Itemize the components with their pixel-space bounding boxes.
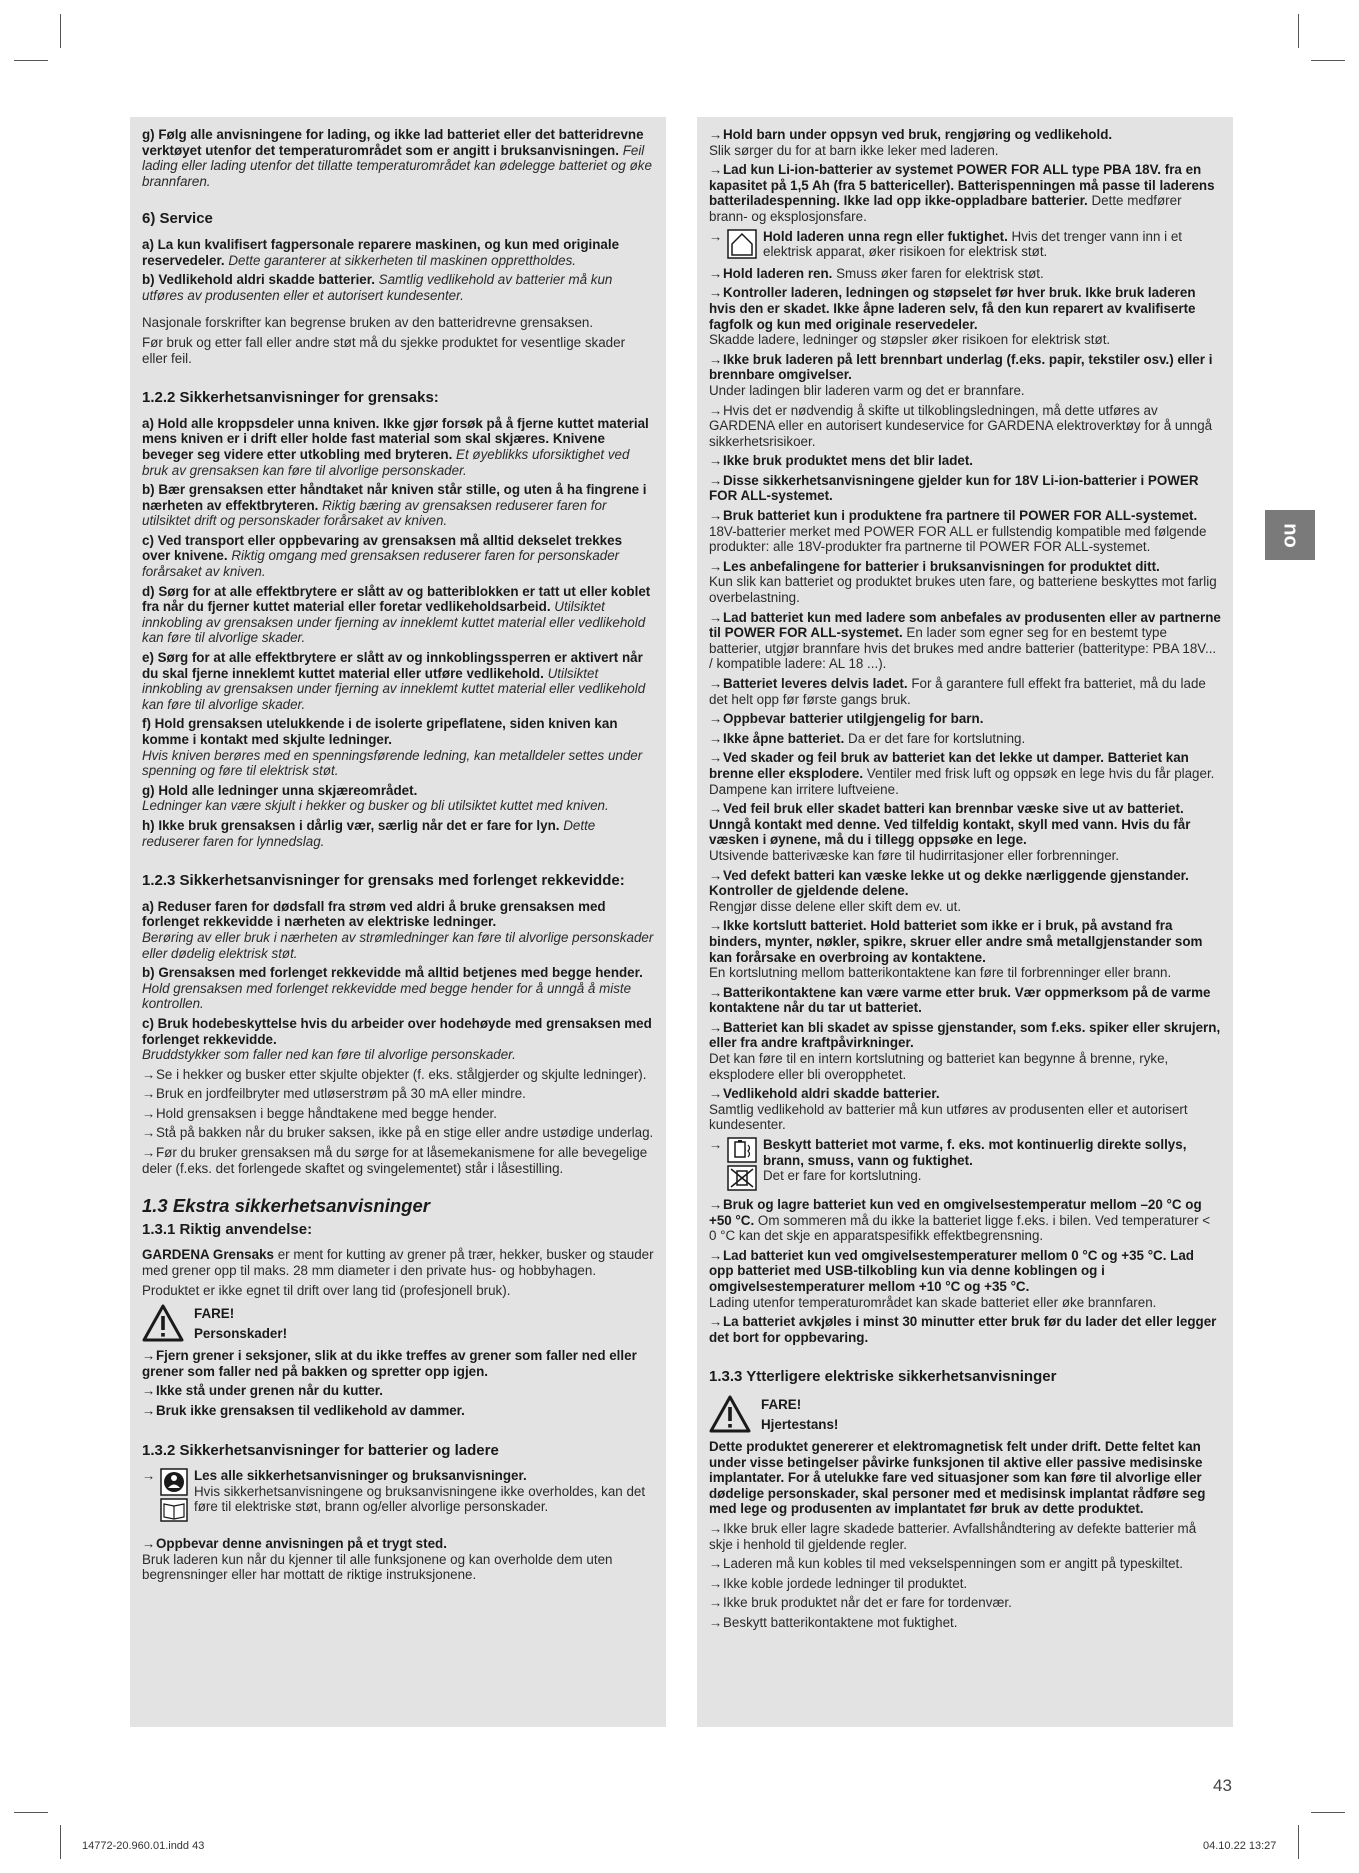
s122-a: a) Hold alle kroppsdeler unna kniven. Ikke gjør forsøk på å fjerne kuttet material mens kniven er i drift eller holde fast material som skal skjæres. Knivene beveger seg videre etter utkobling med bryteren. Et øyeblikks uforsiktighet ved bruk av grensaksen kan føre til alvorlige personskader. [142, 415, 649, 478]
danger-title: FARE! [761, 1396, 802, 1412]
heading-1-3-2: 1.3.2 Sikkerhetsanvisninger for batterier og ladere [142, 1441, 499, 1459]
heading-1-3-1: 1.3.1 Riktig anvendelse: [142, 1220, 313, 1238]
list-item: →Lad batteriet kun ved omgivelsestemperaturer mellom 0 °C og +35 °C. Lad opp batteriet med USB-tilkobling kun via denne koblingen og i omgivelsestemperaturer mellom +10 °C og +35 °C. Lading utenfor temperaturområdet kan skade batteriet eller øke brannfaren. [709, 1247, 1194, 1310]
danger-subtitle: Personskader! [194, 1326, 288, 1342]
list-item: → Beskytt batteriet mot varme, f. eks. mot kontinuerlig direkte sollys, brann, smuss, vann og fuktighet. Det er fare for kortslutning. [709, 1137, 1221, 1191]
warning-triangle-icon [709, 1395, 751, 1433]
list-item: →Ikke bruk produktet mens det blir ladet. [709, 453, 974, 469]
list-item: →Ved feil bruk eller skadet batteri kan brennbar væske sive ut av batteriet. Unngå kontakt med denne. Ved tilfeldig kontakt, skyll med vann. Hvis du får væsken i øynene, må du i tillegg oppsøke en lege. Utsivende batterivæske kan føre til hudirritasjoner eller forbrenninger. [709, 801, 1191, 863]
list-item: →Bruk en jordfeilbryter med utløserstrøm på 30 mA eller mindre. [142, 1086, 526, 1102]
open-book-icon [160, 1498, 188, 1522]
s122-h: h) Ikke bruk grensaksen i dårlig vær, særlig når det er fare for lyn. Dette reduserer faren for lynnedslag. [142, 817, 596, 849]
warning-triangle-icon [142, 1304, 184, 1342]
crop-mark [1311, 1812, 1345, 1813]
read-manual-person-icon [160, 1468, 188, 1496]
paragraph-g-charging: g) Følg alle anvisningene for lading, og ikke lad batteriet eller det batteridrevne verktøyet utenfor det temperaturområdet som er angitt i bruksanvisningen. Feil lading eller lading utenfor det tillatte temperaturområdet kan ødelegge batteriet og øke brannfaren. [142, 127, 652, 189]
list-item: →Ved defekt batteri kan væske lekke ut og dekke nærliggende gjenstander. Kontroller de gjeldende delene. Rengjør disse delene eller skift dem ev. ut. [709, 867, 1189, 914]
s122-e: e) Sørg for at alle effektbrytere er slått av og innkoblingssperren er aktivert når du skal fjerne inneklemt kuttet material eller utføre vedlikehold. Utilsiktet innkobling av grensaksen under fjerning av inneklemt kuttet material eller vedlikehold kan føre til alvorlige skader. [142, 650, 646, 712]
list-item: →Lad batteriet kun med ladere som anbefales av produsenten eller av partnerne til POWER FOR ALL-systemet. En lader som egner seg for en bestemt type batterier, utgjør brannfare hvis det brukes med andre batterier (batteritype: PBA 18V... / kompatible ladere: AL 18 ...). [709, 609, 1221, 672]
heading-1-2-3: 1.2.3 Sikkerhetsanvisninger for grensaks med forlenget rekkevidde: [142, 872, 625, 890]
footer-timestamp: 04.10.22 13:27 [1203, 1840, 1277, 1852]
s122-f: f) Hold grensaksen utelukkende i de isolerte gripeflatene, siden kniven kan komme i kontakt med skjulte ledninger. Hvis kniven berøres med en spenningsførende ledning, kan metalldeler settes under spenning og føre til elektrisk støt. [142, 716, 643, 779]
danger-warning [142, 1304, 654, 1344]
s123-c: c) Bruk hodebeskyttelse hvis du arbeider over hodehøyde med grensaksen med forlenget rekkevidde. Bruddstykker som faller ned kan føre til alvorlige personskader. [142, 1015, 652, 1063]
service-a: a) La kun kvalifisert fagpersonale reparere maskinen, og kun med originale reservedeler. Dette garanterer at sikkerheten til maskinen opprettholdes. [142, 236, 620, 268]
list-item: →Stå på bakken når du bruker saksen, ikke på en stige eller andre ustødige underlag. [142, 1125, 654, 1141]
list-item: →Ikke koble jordede ledninger til produktet. [709, 1575, 968, 1591]
intended-use-note: Produktet er ikke egnet til drift over lang tid (profesjonell bruk). [142, 1282, 511, 1298]
list-item: →Batteriet kan bli skadet av spisse gjenstander, som f.eks. spiker eller skrujern, eller fra andre kraftpåvirkninger. Det kan føre til en intern kortslutning og batteriet kan begynne å brenne, ryke, eksplodere eller bli overopphetet. [709, 1019, 1221, 1082]
s122-c: c) Ved transport eller oppbevaring av grensaksen må alltid dekselet trekkes over knivene. Riktig omgang med grensaksen reduserer faren for personskader forårsaket av kniven. [142, 532, 623, 580]
list-item: →Hvis det er nødvendig å skifte ut tilkoblingsledningen, må dette utføres av GARDENA eller en autorisert kundeservice for GARDENA elektroverktøy for å unngå sikkerhetsrisikoer. [709, 402, 1213, 449]
list-item: →Ikke bruk eller lagre skadede batterier. Avfallshåndtering av defekte batterier må skje i henhold til gjeldende regler. [709, 1520, 1197, 1552]
keep-instructions: →Oppbevar denne anvisningen på et trygt sted. Bruk laderen kun når du kjenner til alle funksjonene og kan overholde dem uten begrensninger eller har mottatt de riktige instruksjonene. [142, 1536, 613, 1583]
indoor-use-house-icon [727, 229, 757, 259]
list-item: →Ikke bruk laderen på lett brennbart underlag (f.eks. papir, tekstiler osv.) eller i brennbare omgivelser. Under ladingen blir laderen varm og det er brannfare. [709, 351, 1213, 398]
list-item: →Kontroller laderen, ledningen og støpselet før hver bruk. Ikke bruk laderen hvis den er skadet. Ikke åpne laderen selv, få den kun reparert av kvalifiserte fagfolk og kun med originale reservedeler. Skadde ladere, ledninger og støpsler øker risikoen for elektrisk støt. [709, 285, 1196, 348]
list-item: →Bruk batteriet kun i produktene fra partnere til POWER FOR ALL-systemet. 18V-batterier merket med POWER FOR ALL er fullstendig kompatible med følgende produkter: alle 18V-produkter fra partnerne til POWER FOR ALL-systemet. [709, 508, 1207, 555]
list-item: →Oppbevar batterier utilgjengelig for barn. [709, 711, 984, 727]
service-heading: 6) Service [142, 210, 213, 228]
language-tab: no [1265, 510, 1315, 560]
national-regulations: Nasjonale forskrifter kan begrense bruken av den batteridrevne grensaksen. [142, 315, 594, 331]
list-item: →Lad kun Li-ion-batterier av systemet POWER FOR ALL type PBA 18V. fra en kapasitet på 1,5 Ah (fra 5 battericeller). Batterispenningen må passe til laderens batteriladespenning. Ikke lad opp ikke-oppladbare batterier. Dette medfører brann- og eksplosjonsfare. [709, 162, 1215, 224]
page-number: 43 [1213, 1776, 1232, 1795]
crop-mark [1311, 60, 1345, 61]
list-item: → Hold laderen unna regn eller fuktighet. Hvis det trenger vann inn i et elektrisk apparat, øker risikoen for elektrisk støt. [709, 228, 1182, 260]
crop-mark [60, 1825, 61, 1859]
list-item: →Før du bruker grensaksen må du sørge for at låsemekanismene for alle bevegelige deler (f.eks. det forlengede skaftet og svingelementet) står i låsestilling. [142, 1145, 648, 1176]
crop-mark [60, 14, 61, 48]
danger-warning [709, 1395, 1221, 1435]
list-item: →Batterikontaktene kan være varme etter bruk. Vær oppmerksom på de varme kontaktene når du tar ut batteriet. [709, 984, 1211, 1016]
crop-mark [14, 60, 48, 61]
heading-1-3: 1.3 Ekstra sikkerhetsanvisninger [142, 1195, 430, 1217]
read-instructions: → Les alle sikkerhetsanvisninger og bruksanvisninger. Hvis sikkerhetsanvisningene og bruksanvisningene ikke overholdes, kan det føre til elektriske støt, brann og/eller alvorlige personskader. [142, 1468, 654, 1522]
service-b: b) Vedlikehold aldri skadde batterier. Samtlig vedlikehold av batterier må kun utføres av produsenten eller et autorisert kundesenter. [142, 272, 613, 303]
heading-1-2-2: 1.2.2 Sikkerhetsanvisninger for grensaks: [142, 389, 439, 407]
s122-b: b) Bær grensaksen etter håndtaket når kniven står stille, og uten å ha fingrene i nærheten av effektbryteren. Riktig bæring av grensaksen reduserer faren for utilsiktet drift og personskader forårsaket av kniven. [142, 482, 647, 529]
list-item: →Ikke bruk produktet når det er fare for tordenvær. [709, 1595, 1012, 1611]
list-item: →Hold laderen ren. Smuss øker faren for elektrisk støt. [709, 265, 1044, 281]
list-item: →Disse sikkerhetsanvisningene gjelder kun for 18V Li-ion-batterier i POWER FOR ALL-systemet. [709, 472, 1199, 504]
list-item: →Batteriet leveres delvis ladet. For å garantere full effekt fra batteriet, må du lade det helt opp før første gangs bruk. [709, 676, 1206, 707]
no-battery-icon [727, 1165, 757, 1191]
crop-mark [1298, 14, 1299, 48]
implant-warning: Dette produktet genererer et elektromagnetisk felt under drift. Dette feltet kan under visse betingelser påvirke funksjonen til aktive eller passive medisinske implantater. For å utelukke fare ved situasjoner som kan føre til alvorlige eller dødelige personskader, skal personer med et medisinsk implantat rådføre seg med lege og produsenten av implantatet før bruk av dette produktet. [709, 1438, 1206, 1517]
heading-1-3-3: 1.3.3 Ytterligere elektriske sikkerhetsanvisninger [709, 1368, 1057, 1386]
battery-heat-icon [727, 1137, 757, 1163]
list-item: →Vedlikehold aldri skadde batterier. Samtlig vedlikehold av batterier må kun utføres av produsenten eller et autorisert kundesenter. [709, 1086, 1188, 1133]
list-item: →Beskytt batterikontaktene mot fuktighet. [709, 1614, 958, 1630]
right-column [697, 117, 1233, 1727]
s123-a: a) Reduser faren for dødsfall fra strøm ved aldri å bruke grensaksen med forlenget rekkevidde i nærheten av elektriske ledninger. Berøring av eller bruk i nærheten av strømledninger kan føre til alvorlige personskader eller dødelig elektrisk støt. [142, 898, 654, 961]
list-item: →Hold barn under oppsyn ved bruk, rengjøring og vedlikehold. Slik sørger du for at barn ikke leker med laderen. [709, 127, 1113, 158]
list-item: →Les anbefalingene for batterier i bruksanvisningen for produktet ditt. Kun slik kan batteriet og produktet brukes uten fare, og batteriene beskyttes mot farlig overbelastning. [709, 558, 1217, 606]
list-item: →Ved skader og feil bruk av batteriet kan det lekke ut damper. Batteriet kan brenne eller eksplodere. Ventiler med frisk luft og oppsøk en lege hvis du får plager. Dampene kan irritere luftveiene. [709, 750, 1215, 797]
list-item: →Laderen må kun kobles til med vekselspenningen som er angitt på typeskiltet. [709, 1556, 1184, 1572]
list-item: →Ikke stå under grenen når du kutter. [142, 1383, 383, 1399]
crop-mark [1298, 1825, 1299, 1859]
left-column [130, 117, 666, 1727]
s122-d: d) Sørg for at alle effektbrytere er slått av og batteriblokken er tatt ut eller koblet fra når du fjerner kuttet material eller foretar vedlikeholdsarbeid. Utilsiktet innkobling av grensaksen under fjerning av inneklemt kuttet material eller vedlikehold kan føre til alvorlige skader. [142, 583, 651, 646]
list-item: →Bruk og lagre batteriet kun ved en omgivelsestemperatur mellom –20 °C og +50 °C. Om sommeren må du ikke la batteriet ligge f.eks. i bilen. Ved temperaturer < 0 °C kan det skje en apparatspesifikk effektbegrensning. [709, 1197, 1211, 1244]
danger-subtitle: Hjertestans! [761, 1416, 839, 1432]
danger-title: FARE! [194, 1306, 235, 1322]
s122-g: g) Hold alle ledninger unna skjæreområdet. Ledninger kan være skjult i hekker og busker og bli utilsiktet kuttet med kniven. [142, 782, 609, 814]
list-item: →Hold grensaksen i begge håndtakene med begge hender. [142, 1105, 497, 1121]
list-item: →Fjern grener i seksjoner, slik at du ikke treffes av grener som faller ned eller grener som faller ned på bakken og spretter opp igjen. [142, 1348, 637, 1379]
s123-b: b) Grensaksen med forlenget rekkevidde må alltid betjenes med begge hender. Hold grensaksen med forlenget rekkevidde med begge hender for å unngå å miste kontrollen. [142, 965, 643, 1012]
crop-mark [14, 1812, 48, 1813]
list-item: →Se i hekker og busker etter skjulte objekter (f. eks. stålgjerder og skjulte ledninger). [142, 1066, 647, 1082]
list-item: →Ikke åpne batteriet. Da er det fare for kortslutning. [709, 730, 1026, 746]
list-item: →La batteriet avkjøles i minst 30 minutter etter bruk før du lader det eller legger det bort for oppbevaring. [709, 1314, 1217, 1345]
footer-filename: 14772-20.960.01.indd 43 [82, 1840, 205, 1852]
before-use-check: Før bruk og etter fall eller andre støt må du sjekke produktet for vesentlige skader eller feil. [142, 334, 626, 366]
intended-use: GARDENA Grensaks er ment for kutting av grener på trær, hekker, busker og stauder med grener opp til maks. 28 mm diameter i den private hus- og hobbyhagen. [142, 1247, 654, 1279]
list-item: →Bruk ikke grensaksen til vedlikehold av dammer. [142, 1403, 465, 1418]
list-item: →Ikke kortslutt batteriet. Hold batteriet som ikke er i bruk, på avstand fra binders, mynter, nøkler, spikre, skruer eller andre små metallgjenstander som kan forårsake en overbroing av kontaktene. En kortslutning mellom batterikontaktene kan føre til forbrenninger eller brann. [709, 918, 1203, 981]
